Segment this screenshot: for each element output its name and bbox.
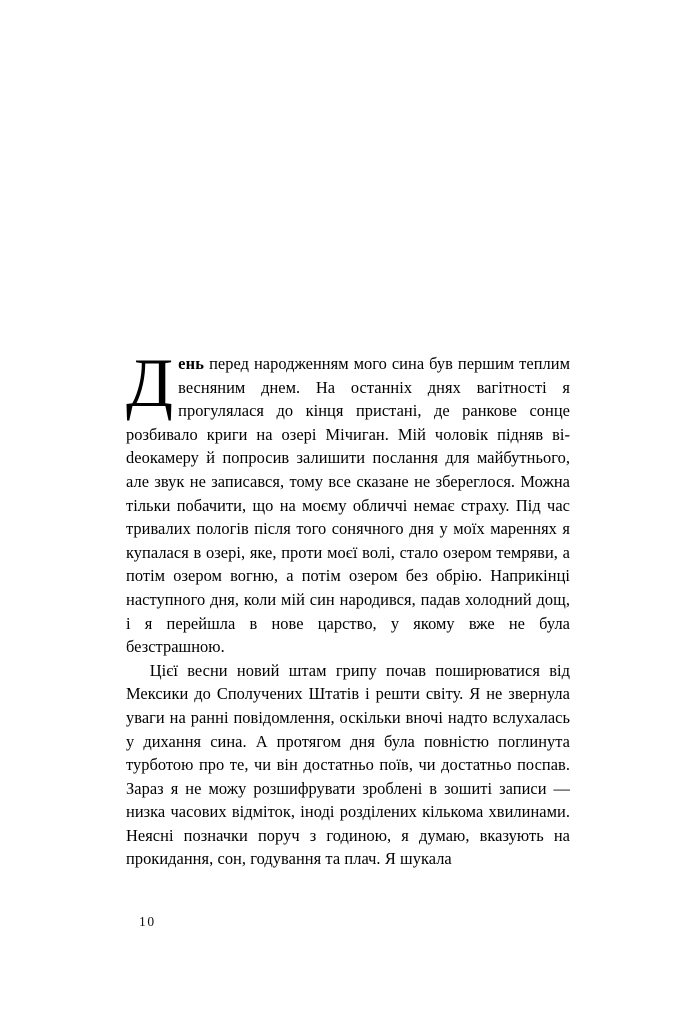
paragraph-second bbox=[126, 659, 570, 871]
page-number: 10 bbox=[139, 914, 156, 929]
paragraph-first-text: перед народженням мого сина був першим теплим весняним днем. На останніх днях вагітності я прогулялася до кінця пристані, де ранкове сонце розбивало криги на озері Мічиган. Мій чоловік підняв віdеокамеру й попросив залишити послання для майбутнього, але звук не записався, тому все сказане не збереглося. Можна тільки побачити, що на моєму обличчі немає страху. Під час тривалих пологів після того сонячного дня у моїх мареннях я купалася в озері, яке, проти моєї волі, стало озером темряви, а потім озером вогню, а потім озером без обрію. Наприкінці наступного дня, коли мій син народився, падав холодний дощ, і я перейшла в нове царство, у якому вже не була безстрашною. bbox=[126, 354, 570, 657]
lead-smallcaps: ень bbox=[178, 354, 205, 373]
paragraph-first bbox=[126, 345, 570, 659]
body-text-block bbox=[126, 345, 570, 871]
drop-cap: Д bbox=[126, 345, 174, 421]
paragraph-second-text: Цієї весни новий штам грипу почав поширюватися від Мексики до Сполучених Штатів і решти світу. Я не звернула уваги на ранні повідомлення, оскільки вночі надто вслухалась у дихання сина. А протягом дня була повністю поглинута турботою про те, чи він достатньо поїв, чи достатньо поспав. Зараз я не можу розшифрувати зроблені в зошиті записи — низка часових відміток, іноді розділених кількома хвилинами. Неясні позначки поруч з годиною, я думаю, вказують на прокидання, сон, годування та плач. Я шукала bbox=[126, 660, 570, 869]
